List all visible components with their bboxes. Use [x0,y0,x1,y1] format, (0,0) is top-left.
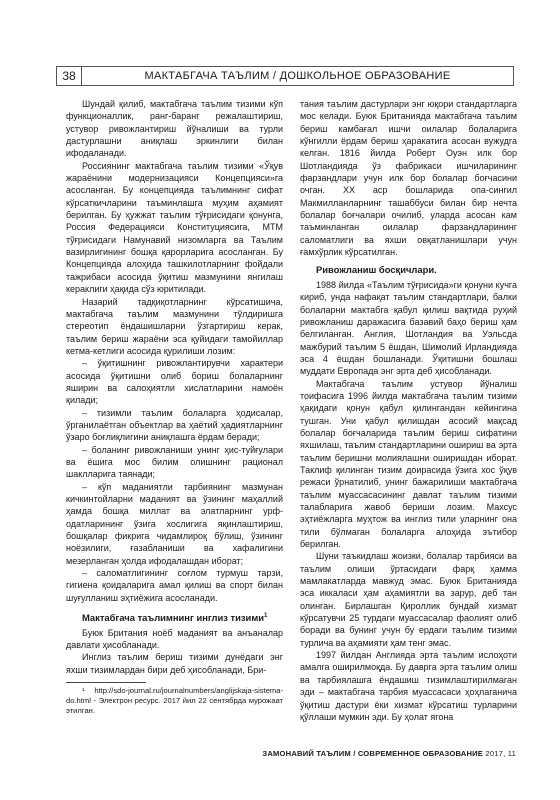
journal-footer [262,749,516,758]
list-item: – ўқитишнинг ривожлантирувчи характери асосида ўқитишни олиб бориш болаларнинг яширин ва салоҳиятли хислатларини намоён қилади; [66,358,283,406]
section-heading [66,610,283,624]
list-item: – саломатлигининг соғлом турмуш тарзи, гигиена қоидаларига амал қилиш ва спорт билан шуғулланиш эҳтиёжига асосланади. [66,568,283,603]
journal-name: ЗАМОНАВИЙ ТАЪЛИМ / СОВРЕМЕННОЕ ОБРАЗОВАНИЕ [262,749,484,758]
paragraph: Шундай қилиб, мактабгача таълим тизими кўп функционаллик, ранг-баранг режалаштириш, устувор ривожлантириш йўналиши ва турли дастурлашни аниқлаш эркинлиги билан ифодаланади. [66,99,283,159]
paragraph: Инглиз таълим бериш тизими дунёдаги энг яхши тизимлардан бири деб ҳисобланади, Бри- [66,652,283,675]
paragraph: 1997 йилдан Англияда эрта таълим ислоҳоти амалга оширилмоқда. Бу даврга эрта таълим олиш ва тарбиялашга ёндашиш тизимлаштирилмаган эди – мактабгача тарбия муассасаси ҳоҳлаганича ўқитиш дастури ёки хизмат кўрсатиш турларини қўллаши мумкин эди. Бу ҳолат ягона [300,650,517,722]
list-item: – тизимли таълим болаларга ҳодисалар, ўрганилаётган объектлар ва ҳаётий ҳадиятларнинг ўзаро боғлиқлигини аниқлашга ёрдам беради; [66,407,283,443]
footnote: ¹ http://sdo-journal.ru/journalnumbers/anglijskaja-sistema-do.html - Электрон ресурс. 2017 йил 22 сентябрда мурожаат этилган. [66,685,283,715]
section-heading-text: Мактабгача таълимнинг инглиз тизими [82,612,265,624]
paragraph: Буюк Британия ноёб маданият ва анъаналар давлати ҳисобланади. [66,627,283,650]
journal-section-title: МАКТАБГАЧА ТАЪЛИМ / ДОШКОЛЬНОЕ ОБРАЗОВАНИЕ [144,70,451,82]
list-item: – боланинг ривожланиши унинг ҳис-туйғулари ва ёшига мос билим олишнинг рационал шаклларига таянади; [66,444,283,480]
list-item: – кўп маданиятли тарбиянинг мазмунан кичкинтойларни маданият ва ўзининг маҳаллий ҳамда бошқа миллат ва элатларнинг урф-одатларининг ўзига хослигига яқинлаштириш, бошқалар фикрига чидамлироқ бўлиш, ўзининг ноёзилиги, ғазабланиши ва хафалигини мезерланган ҳолда ифодалашдан иборат; [66,481,283,566]
footnote-divider [66,682,146,683]
issue-number: 2017, 11 [485,749,516,758]
paragraph: Назарий тадқиқотларнинг кўрсатишича, мактабгача таълим мазмунини тўлдиришга стереотип ёндашишларни ўзгартириш керак, таълим бериш жараёни эса қуйидаги тамойиллар кетма-кетлиги асосида қурилиши лозим: [66,296,283,356]
running-header [56,66,514,86]
footnote-ref: 1 [264,613,268,620]
left-column [66,98,283,716]
paragraph: Россиянинг мактабгача таълим тизими «Ўқув жараёнини модернизацияси Концепцияси»га асосланган. Бу концепцияда таълимнинг сифат кўрсаткичларини таъминлашга муҳим аҳамият берилган. Бу ҳужжат таълим тўғрисидаги қонунга, Россия Федерацияси Конституциясига, МТМ тўғрисидаги Намунавий низомларга ва Таълим вазирлигининг бошқа қарорларига асосланган. Бу Концепцияда алоҳида ташкилотларнинг фойдали тажрибаси асосида ўқитиш мазмунини янгилаш кераклиги ҳақида сўз юритилади. [66,160,283,295]
paragraph: тания таълим дастурлари энг юқори стандартларга мос келади. Буюк Британияда мактабгача таълим бериш камбағал ишчи оилалар болаларига кўнгилли ёрдам бериш ҳаракатига асосан вужудга келган. 1816 йилда Роберт Оуэн илк бор Шотландияда ўз фабрикаси ишчиларининг фарзандлари учун илк бор болалар боғчасини очган. XX аср бошларида опа-сингил Макмилланларнинг ташаббуси билан бир нечта болалар боғчалари очилиб, уларда асосан кам таъминланган оилалар фарзандларининг саломатлиги ва яхши овқатланишлари учун ғамхўрлик кўрсатилган. [300,99,517,258]
right-column [300,98,517,723]
page-number: 38 [57,67,82,85]
paragraph: Шуни таъкидлаш жоизки, болалар тарбияси ва таълим олиши ўртасидаги фарқ ҳамма мамлакатларда мавжуд эмас. Буюк Британияда эса иккаласи ҳам аҳамиятли ва зарур, деб тан олинган. Бирлашган Қироллик бундай хизмат кўрсатувчи 25 турдаги муассасалар фаолият олиб боради ва бунинг учун бу ердаги таълим тизими турлича ва аҳамияти ҳам тенг эмас. [300,551,517,648]
section-heading: Ривожланиш босқичлари. [316,264,437,276]
paragraph: Мактабгача таълим устувор йўналиш тоифасига 1996 йилда мактабгача таълим тизими ҳақидаги қонун қабул қилингандан кейингина тушган. Уни қабул қилишдан асосий мақсад болалар боғчаларида таълим бериш сифатини яхшилаш, таълим стандартларини ошириш ва эрта таълим беришни молиялашни оширишдан иборат. Таклиф қилинган тизим доирасида ўзига хос ўқув режаси ўрнатилиб, унинг бажарилиши мактабгача таълим муассасасининг давлат таълим тизими талабларига жавоб бериши лозим. Махсус эҳтиёжларга муҳтож ва инглиз тили уларнинг она тили бўлмаган болаларга алоҳида эътибор берилган. [300,378,517,550]
paragraph: 1988 йилда «Таълим тўғрисида»ги қонуни кучга кириб, унда нафақат таълим стандартлари, балки болаларни мактабга қабул қилиш вақтида руҳий ривожланиш даражасига базавий баҳо бериш ҳам белгиланган. Англия, Шотландия ва Уэльсда мажбурий таълим 5 ёшдан, Шимолий Ирландияда эса 4 ёшдан бошланади. Ўқитишни бошлаш муддати Европада энг эрта деб ҳисобланади. [300,279,517,377]
